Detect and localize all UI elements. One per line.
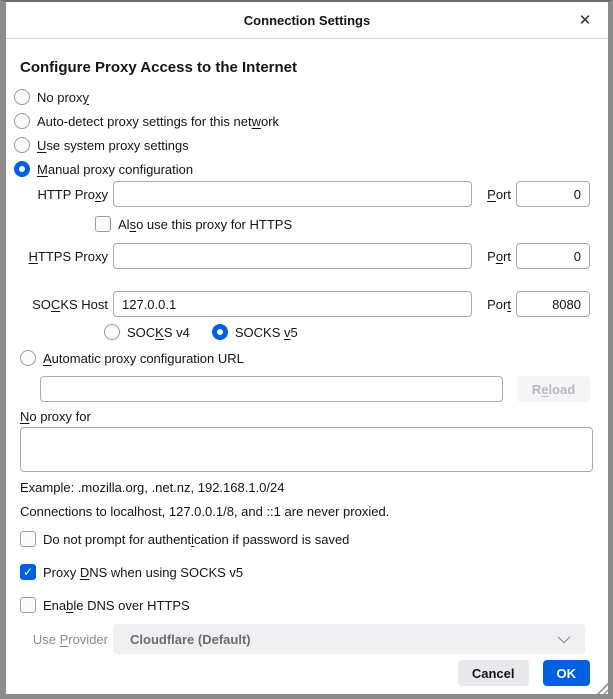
checkbox-no-prompt-auth[interactable] xyxy=(20,531,590,547)
checkbox-proxy-dns[interactable] xyxy=(20,564,590,580)
use-provider-label: Use Provider xyxy=(32,631,108,647)
no-proxy-for-label: No proxy for xyxy=(20,409,91,424)
close-icon[interactable]: ✕ xyxy=(575,10,595,30)
checkbox-also-https-label: Also use this proxy for HTTPS xyxy=(118,216,293,232)
provider-row xyxy=(14,624,590,654)
radio-icon[interactable] xyxy=(14,89,30,105)
https-proxy-input[interactable] xyxy=(113,243,472,269)
radio-no-proxy-label: No proxy xyxy=(37,89,90,105)
radio-icon[interactable] xyxy=(14,161,30,177)
never-proxied-hint: Connections to localhost, 127.0.0.1/8, and ::1 are never proxied. xyxy=(20,504,390,519)
checkbox-proxy-dns-label: Proxy DNS when using SOCKS v5 xyxy=(43,564,244,580)
cancel-button[interactable]: Cancel xyxy=(458,660,529,686)
radio-icon[interactable] xyxy=(20,350,36,366)
radio-system-proxy[interactable] xyxy=(14,137,590,153)
radio-system-proxy-label: Use system proxy settings xyxy=(37,137,189,153)
https-port-label: Port xyxy=(487,248,511,264)
provider-value: Cloudflare (Default) xyxy=(130,631,251,647)
provider-dropdown[interactable] xyxy=(113,624,585,654)
radio-icon[interactable] xyxy=(212,324,228,340)
http-proxy-input[interactable] xyxy=(113,181,472,207)
checkbox-icon[interactable] xyxy=(20,597,36,613)
checkbox-icon[interactable] xyxy=(20,564,36,580)
socks-host-row xyxy=(14,291,590,317)
auto-url-input[interactable] xyxy=(40,376,503,402)
page-title: Configure Proxy Access to the Internet xyxy=(20,59,298,76)
auto-url-row xyxy=(40,376,590,402)
dialog-content xyxy=(6,39,608,686)
socks-version-group xyxy=(104,324,590,340)
radio-socks-v5-label: SOCKS v5 xyxy=(234,324,298,340)
radio-auto-detect[interactable] xyxy=(14,113,590,129)
dialog-buttons xyxy=(14,660,590,686)
radio-icon[interactable] xyxy=(104,324,120,340)
radio-auto-url[interactable] xyxy=(20,350,590,366)
radio-socks-v4-label: SOCKS v4 xyxy=(127,324,190,340)
socks-port-label: Port xyxy=(487,296,511,312)
reload-button[interactable]: R e load xyxy=(517,376,590,402)
check-icon: ✓ xyxy=(22,565,34,579)
socks-port-input[interactable] xyxy=(516,291,590,317)
radio-no-proxy[interactable] xyxy=(14,89,590,105)
ok-button[interactable]: OK xyxy=(543,660,591,686)
chevron-down-icon xyxy=(558,631,571,644)
radio-icon[interactable] xyxy=(14,113,30,129)
checkbox-icon[interactable] xyxy=(95,216,111,232)
dialog-title: Connection Settings xyxy=(243,12,371,28)
titlebar xyxy=(6,2,608,39)
https-port-input[interactable] xyxy=(516,243,590,269)
http-port-input[interactable] xyxy=(516,181,590,207)
radio-manual-proxy[interactable] xyxy=(14,161,590,177)
radio-manual-proxy-label: Manual proxy configuration xyxy=(37,161,194,177)
radio-socks-v5[interactable] xyxy=(212,324,298,340)
radio-auto-url-label: Automatic proxy configuration URL xyxy=(43,350,244,366)
https-proxy-label: HTTPS Proxy xyxy=(28,248,108,264)
checkbox-doh[interactable] xyxy=(20,597,590,613)
checkbox-doh-label: Enable DNS over HTTPS xyxy=(43,597,190,613)
radio-socks-v4[interactable] xyxy=(104,324,190,340)
checkbox-icon[interactable] xyxy=(20,531,36,547)
http-port-label: Port xyxy=(487,186,511,202)
http-proxy-row xyxy=(14,181,590,207)
example-hint: Example: .mozilla.org, .net.nz, 192.168.1.0/24 xyxy=(20,480,285,495)
socks-host-label: SOCKS Host xyxy=(32,296,108,312)
socks-host-input[interactable] xyxy=(113,291,472,317)
checkbox-also-https[interactable] xyxy=(95,216,590,232)
radio-auto-detect-label: Auto-detect proxy settings for this network xyxy=(37,113,280,129)
http-proxy-label: HTTP Proxy xyxy=(37,186,108,202)
radio-icon[interactable] xyxy=(14,137,30,153)
options-group xyxy=(20,531,590,613)
no-proxy-for-textarea[interactable] xyxy=(20,427,593,472)
https-proxy-row xyxy=(14,243,590,269)
checkbox-no-prompt-auth-label: Do not prompt for authentication if password is saved xyxy=(43,531,350,547)
